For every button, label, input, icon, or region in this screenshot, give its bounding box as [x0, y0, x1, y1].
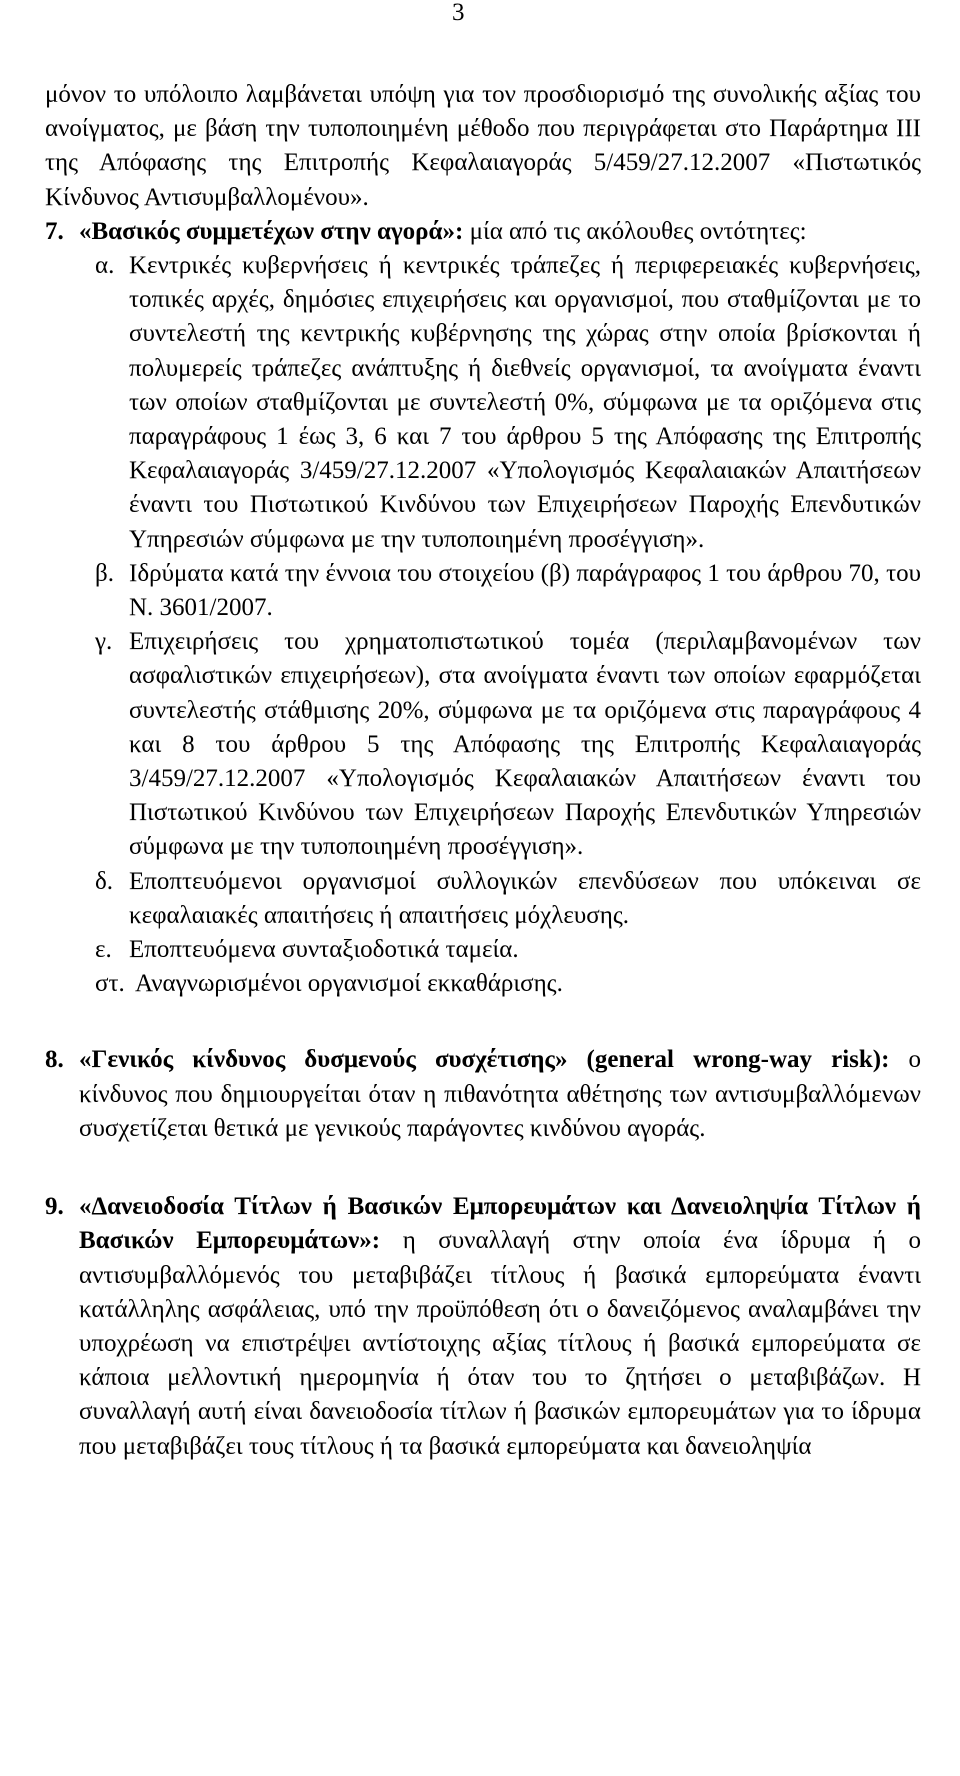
term: «Γενικός κίνδυνος δυσμενούς συσχέτισης» (general wrong-way risk): [79, 1046, 890, 1074]
page-number: 3 [452, 0, 465, 26]
subitem-label: δ. [95, 867, 114, 895]
subitem-text: Αναγνωρισμένοι οργανισμοί εκκαθάρισης. [135, 970, 563, 998]
definition: μία από τις ακόλουθες οντότητες: [463, 217, 807, 245]
definition-item-7 [45, 215, 921, 249]
item-text [79, 1190, 921, 1464]
subitem-label: β. [95, 559, 114, 587]
subitem-b [95, 557, 921, 625]
term: «Δανειοδοσία Τίτλων ή Βασικών Εμπορευμάτων και Δανειοληψία Τίτλων ή Βασικών Εμπορευμάτων»: [79, 1193, 921, 1255]
subitem-st [95, 967, 921, 1001]
intro-paragraph: μόνον το υπόλοιπο λαμβάνεται υπόψη για τον προσδιορισμό της συνολικής αξίας του ανοίγματος, με βάση την τυποποιημένη μέθοδο που περιγράφεται στο Παράρτημα ΙΙΙ της Απόφασης της Επιτροπής Κεφαλαιαγοράς 5/459/27.12.2007 «Πιστωτικός Κίνδυνος Αντισυμβαλλομένου». [45, 81, 921, 211]
definition-item-9 [45, 1190, 921, 1464]
item-number: 8. [45, 1046, 64, 1074]
item-text [79, 1043, 921, 1146]
subitem-a [95, 249, 921, 557]
definition: η συναλλαγή στην οποία ένα ίδρυμα ή ο αντισυμβαλλόμενός του μεταβιβάζει τίτλους ή βασικά εμπορεύματα έναντι κατάλληλης ασφάλειας, υπό την προϋπόθεση ότι ο δανειζόμενος αναλαμβάνει την υποχρέωση να επιστρέψει αντίστοιχης αξίας τίτλους ή βασικά εμπορεύματα σε κάποια μελλοντική ημερομηνία ή όταν του το ζητήσει ο μεταβιβάζων. Η συναλλαγή αυτή είναι δανειοδοσία τίτλων ή βασικών εμπορευμάτων για το ίδρυμα που μεταβιβάζει τους τίτλους ή τα βασικά εμπορεύματα και δανειοληψία [79, 1227, 922, 1460]
subitem-d [95, 865, 921, 933]
subitem-text: Ιδρύματα κατά την έννοια του στοιχείου (β) παράγραφος 1 του άρθρου 70, του Ν. 3601/2007. [129, 559, 921, 622]
subitem-e [95, 933, 921, 967]
item-text [79, 215, 921, 249]
term: «Βασικός συμμετέχων στην αγορά»: [79, 217, 464, 245]
subitem-c [95, 625, 921, 864]
document-body [45, 78, 921, 1464]
subitem-text: Επιχειρήσεις του χρηματοπιστωτικού τομέα (περιλαμβανομένων των ασφαλιστικών επιχειρήσεων), στα ανοίγματα έναντι των οποίων εφαρμόζεται συντελεστής στάθμισης 20%, σύμφωνα με τα οριζόμενα στις παραγράφους 4 και 8 του άρθρου 5 της Απόφασης της Επιτροπής Κεφαλαιαγοράς 3/459/27.12.2007 «Υπολογισμός Κεφαλαιακών Απαιτήσεων έναντι του Πιστωτικού Κινδύνου των Επιχειρήσεων Παροχής Επενδυτικών Υπηρεσιών σύμφωνα με την τυποποιημένη προσέγγιση». [129, 628, 921, 861]
item-number: 9. [45, 1193, 64, 1221]
subitem-label: γ. [95, 628, 113, 656]
subitem-text: Κεντρικές κυβερνήσεις ή κεντρικές τράπεζες ή περιφερειακές κυβερνήσεις, τοπικές αρχές, δημόσιες επιχειρήσεις και οργανισμοί, που σταθμίζονται με το συντελεστή της κεντρικής κυβέρνησης της χώρας στην οποία βρίσκονται ή πολυμερείς τράπεζες ανάπτυξης ή διεθνείς οργανισμοί, τα ανοίγματα έναντι των οποίων σταθμίζονται με συντελεστή 0%, σύμφωνα με τα οριζόμενα στις παραγράφους 1 έως 3, 6 και 7 του άρθρου 5 της Απόφασης της Επιτροπής Κεφαλαιαγοράς 3/459/27.12.2007 «Υπολογισμός Κεφαλαιακών Απαιτήσεων έναντι του Πιστωτικού Κινδύνου των Επιχειρήσεων Παροχής Επενδυτικών Υπηρεσιών σύμφωνα με την τυποποιημένη προσέγγιση». [129, 252, 921, 553]
subitem-label: στ. [95, 970, 125, 998]
definition: ο κίνδυνος που δημιουργείται όταν η πιθανότητα αθέτησης των αντισυμβαλλόμενων συσχετίζεται θετικά με γενικούς παράγοντες κινδύνου αγοράς. [79, 1046, 921, 1142]
subitem-label: α. [95, 252, 115, 280]
subitem-text: Εποπτευόμενα συνταξιοδοτικά ταμεία. [129, 936, 519, 964]
subitem-text: Εποπτευόμενοι οργανισμοί συλλογικών επενδύσεων που υπόκειναι σε κεφαλαιακές απαιτήσεις ή απαιτήσεις μόχλευσης. [129, 867, 921, 929]
item-number: 7. [45, 217, 64, 245]
subitem-label: ε. [95, 936, 112, 964]
definition-item-8 [45, 1043, 921, 1146]
